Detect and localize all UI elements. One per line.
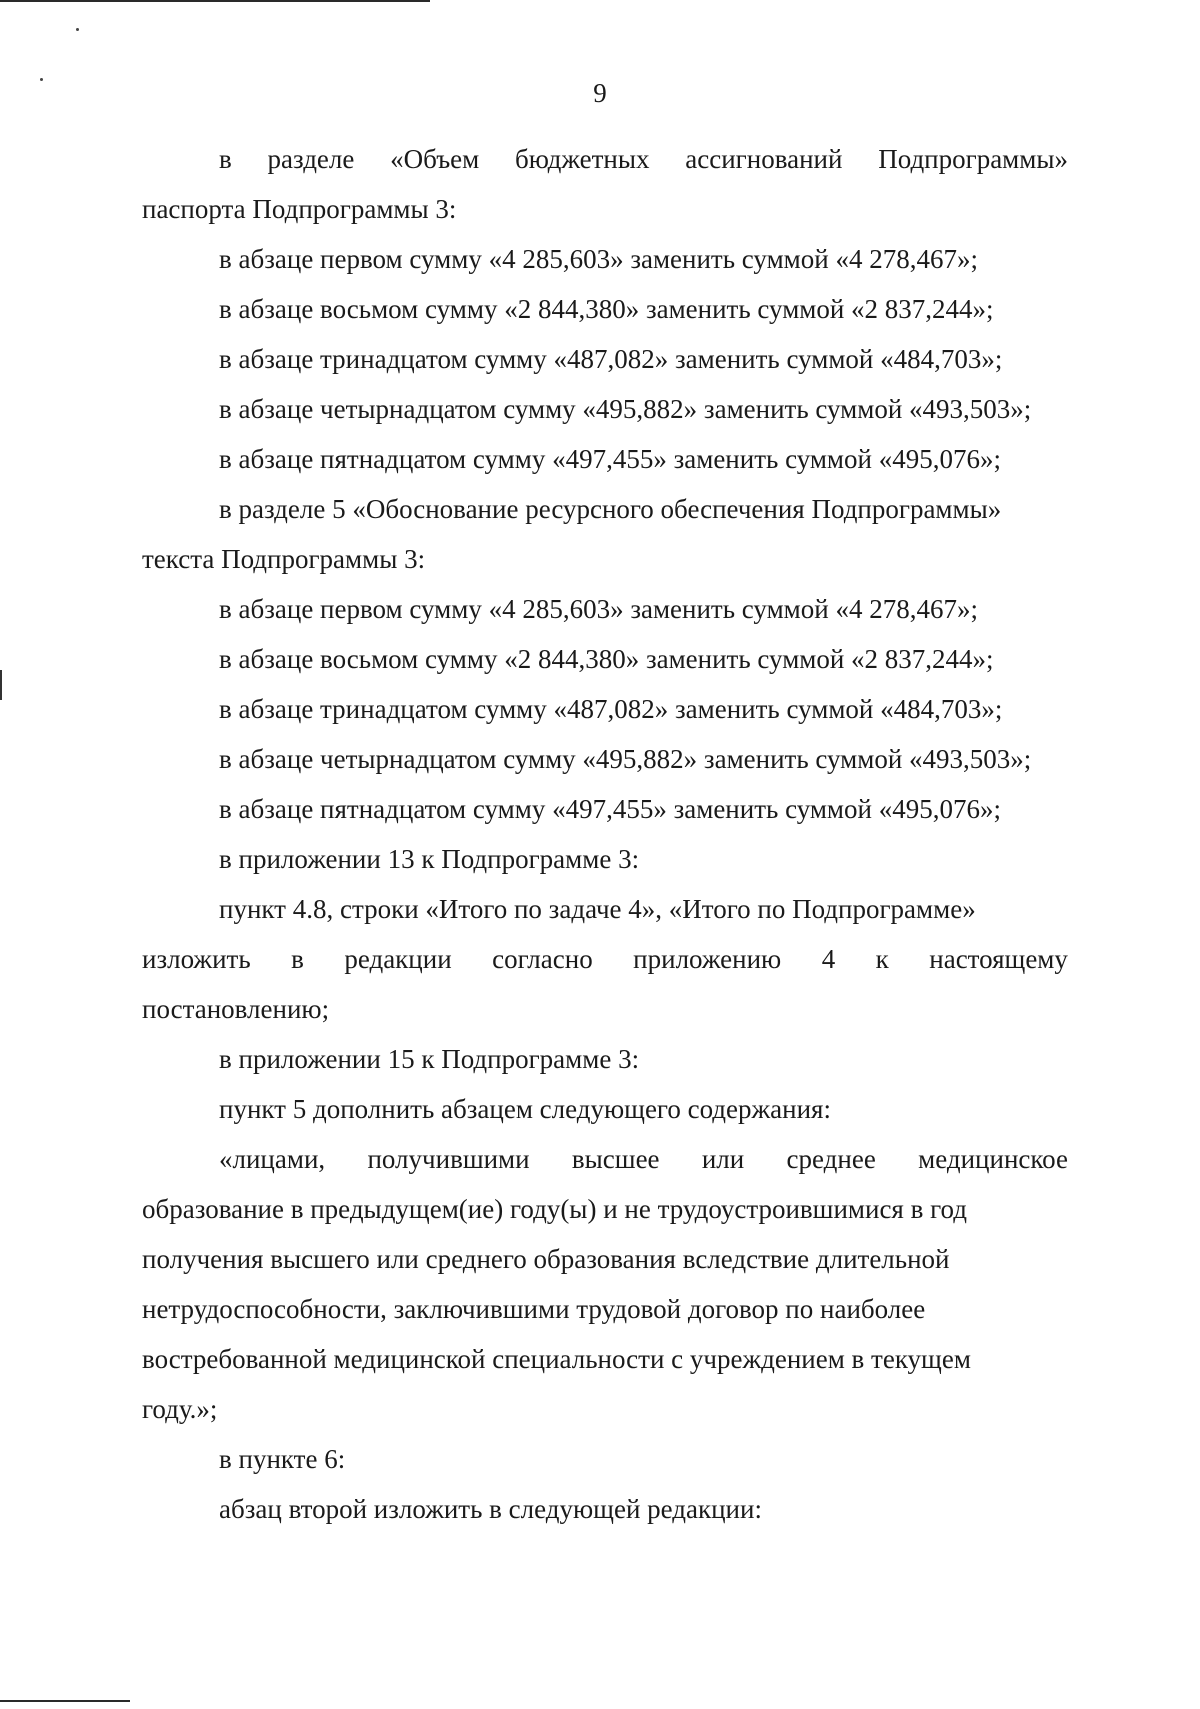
word: получившими — [367, 1144, 530, 1174]
word: в — [291, 944, 304, 974]
word: к — [875, 944, 889, 974]
word: «лицами, — [219, 1144, 326, 1174]
quote-line: году.»; — [142, 1394, 218, 1424]
section1-intro — [142, 135, 1068, 183]
section4-line: пункт 5 дополнить абзацем следующего содержания: — [219, 1094, 831, 1124]
scan-edge-top — [0, 0, 430, 2]
amendment-line: в абзаце тринадцатом сумму «487,082» заменить суммой «484,703»; — [219, 344, 1003, 374]
amendment-line: в абзаце первом сумму «4 285,603» заменить суммой «4 278,467»; — [219, 244, 978, 274]
word: изложить — [142, 944, 251, 974]
amendment-line: в абзаце восьмом сумму «2 844,380» заменить суммой «2 837,244»; — [219, 644, 994, 674]
word: или — [701, 1144, 745, 1174]
word: приложению — [633, 944, 782, 974]
quote-line: нетрудоспособности, заключившими трудовой договор по наиболее — [142, 1294, 926, 1324]
page-number: 9 — [593, 78, 607, 108]
word: среднее — [786, 1144, 876, 1174]
amendment-line: в абзаце пятнадцатом сумму «497,455» заменить суммой «495,076»; — [219, 444, 1001, 474]
word: Подпрограммы» — [878, 144, 1068, 174]
scan-edge-mark — [0, 670, 2, 700]
amendment-line: в абзаце четырнадцатом сумму «495,882» заменить суммой «493,503»; — [219, 744, 1032, 774]
quote-line: востребованной медицинской специальности с учреждением в текущем — [142, 1344, 971, 1374]
section3-heading: в приложении 13 к Подпрограмме 3: — [219, 844, 640, 874]
word: согласно — [492, 944, 593, 974]
section1-intro-cont: паспорта Подпрограммы 3: — [142, 194, 457, 224]
section2-intro-cont: текста Подпрограммы 3: — [142, 544, 426, 574]
word: разделе — [267, 144, 355, 174]
quote-line: получения высшего или среднего образования вследствие длительной — [142, 1244, 950, 1274]
scan-speck — [76, 28, 79, 31]
word: настоящему — [929, 944, 1068, 974]
section2-intro: в разделе 5 «Обоснование ресурсного обеспечения Подпрограммы» — [219, 494, 1002, 524]
word: редакции — [344, 944, 452, 974]
word: в — [219, 144, 232, 174]
word: «Объем — [390, 144, 480, 174]
quote-line: образование в предыдущем(ие) году(ы) и не трудоустроившимися в год — [142, 1194, 967, 1224]
section5-line: абзац второй изложить в следующей редакции: — [219, 1494, 762, 1524]
amendment-line: в абзаце первом сумму «4 285,603» заменить суммой «4 278,467»; — [219, 594, 978, 624]
word: 4 — [821, 944, 836, 974]
section3-line-justified — [142, 935, 1068, 983]
scan-edge-bottom — [0, 1700, 130, 1702]
section3-line: постановлению; — [142, 994, 330, 1024]
quote-line-justified — [142, 1135, 1068, 1183]
word: бюджетных — [515, 144, 650, 174]
section5-heading: в пункте 6: — [219, 1444, 346, 1474]
amendment-line: в абзаце четырнадцатом сумму «495,882» заменить суммой «493,503»; — [219, 394, 1032, 424]
section3-line: пункт 4.8, строки «Итого по задаче 4», «Итого по Подпрограмме» — [219, 894, 976, 924]
amendment-line: в абзаце пятнадцатом сумму «497,455» заменить суммой «495,076»; — [219, 794, 1001, 824]
section4-heading: в приложении 15 к Подпрограмме 3: — [219, 1044, 640, 1074]
amendment-line: в абзаце тринадцатом сумму «487,082» заменить суммой «484,703»; — [219, 694, 1003, 724]
word: ассигнований — [685, 144, 843, 174]
word: медицинское — [918, 1144, 1068, 1174]
document-body — [142, 135, 1068, 1535]
word: высшее — [571, 1144, 660, 1174]
amendment-line: в абзаце восьмом сумму «2 844,380» заменить суммой «2 837,244»; — [219, 294, 994, 324]
